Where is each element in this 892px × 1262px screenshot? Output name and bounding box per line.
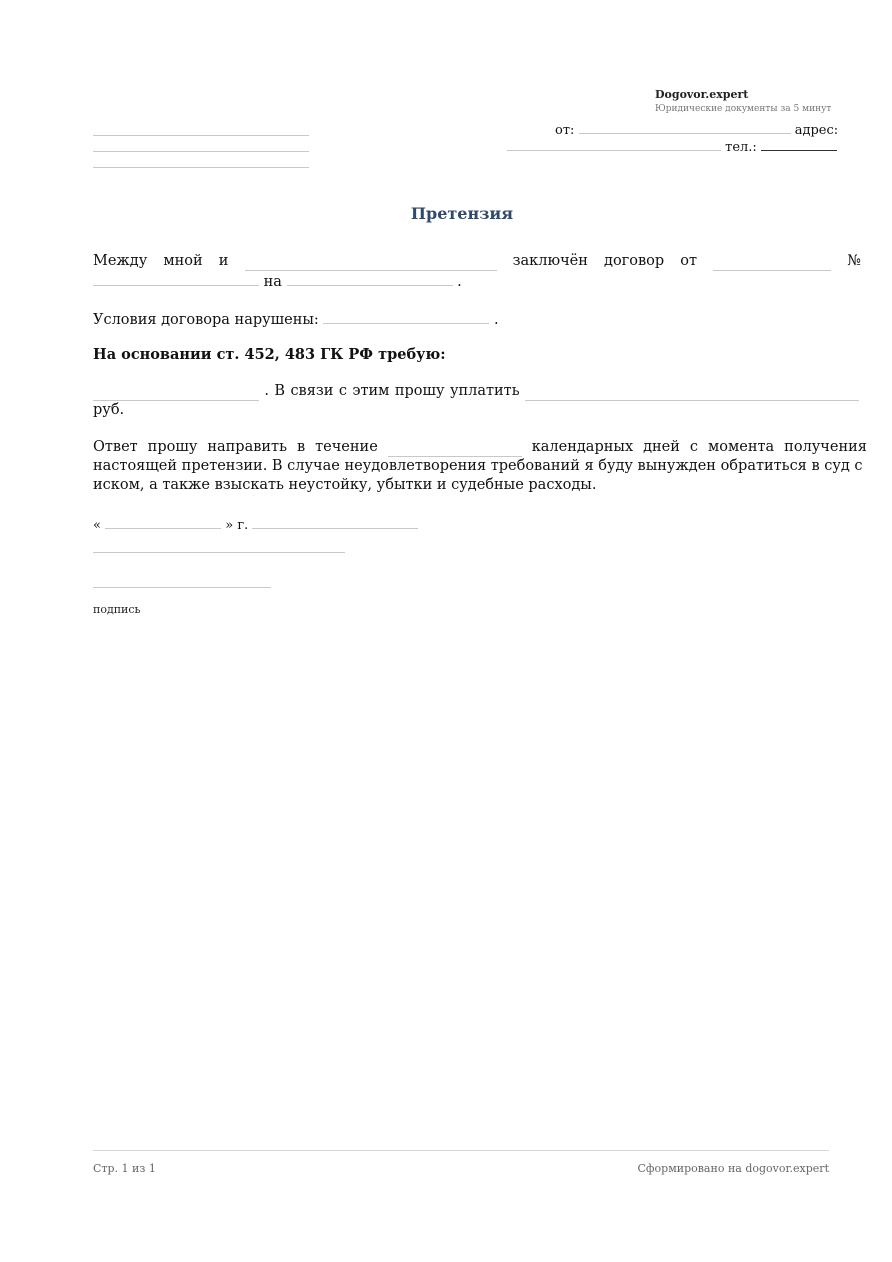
- recipient-blank-2[interactable]: [93, 151, 309, 152]
- demand-blank[interactable]: [93, 386, 259, 401]
- demand-heading: На основании ст. 452, 483 ГК РФ требую:: [93, 346, 446, 363]
- violations-paragraph: [93, 309, 499, 330]
- currency-unit: руб.: [93, 402, 125, 418]
- word: дней: [643, 439, 680, 455]
- payment-line-1: [93, 382, 859, 401]
- counterparty-blank[interactable]: [245, 256, 497, 271]
- word: календарных: [531, 439, 634, 455]
- word: Ответ: [93, 439, 138, 455]
- violations-label: Условия договора нарушены:: [93, 312, 319, 328]
- number-sign: №: [847, 253, 861, 269]
- word: мной: [163, 253, 203, 269]
- word: и: [218, 253, 229, 269]
- violations-blank[interactable]: [323, 309, 489, 324]
- contract-line-2: [93, 271, 861, 292]
- word: уплатить: [449, 383, 520, 399]
- word: заключён: [512, 253, 588, 269]
- word: прошу: [147, 439, 198, 455]
- payment-paragraph: [93, 382, 859, 420]
- word: В: [274, 383, 286, 399]
- days-blank[interactable]: [388, 442, 522, 457]
- from-label: от:: [555, 123, 575, 138]
- contract-paragraph: [93, 252, 861, 292]
- contract-line-1: [93, 252, 861, 271]
- word: от: [680, 253, 698, 269]
- amount-blank[interactable]: [525, 386, 859, 401]
- address-label: адрес:: [794, 123, 839, 138]
- close-quote: »: [225, 518, 234, 533]
- response-paragraph: [93, 438, 867, 495]
- recipient-blank-1[interactable]: [93, 135, 309, 136]
- generated-by: Сформировано на dogovor.expert: [637, 1162, 829, 1175]
- phone-label: тел.:: [725, 140, 757, 155]
- word: прошу: [394, 383, 445, 399]
- year-suffix: г.: [237, 518, 249, 533]
- signature-blank[interactable]: [93, 587, 271, 588]
- phone-blank[interactable]: [761, 136, 837, 151]
- word: в: [296, 439, 306, 455]
- day-month-blank[interactable]: [105, 514, 221, 529]
- period: .: [457, 274, 462, 290]
- brand-tagline: Юридические документы за 5 минут: [655, 104, 832, 114]
- word: направить: [207, 439, 287, 455]
- word: течение: [315, 439, 378, 455]
- contract-subject-blank[interactable]: [287, 271, 453, 286]
- brand-name: Dogovor.expert: [655, 88, 749, 101]
- city-blank[interactable]: [252, 514, 418, 529]
- contract-date-blank[interactable]: [713, 256, 831, 271]
- word: этим: [352, 383, 390, 399]
- word: на: [263, 274, 282, 290]
- from-blank[interactable]: [579, 119, 791, 134]
- word: момента: [708, 439, 775, 455]
- recipient-blank-3[interactable]: [93, 167, 309, 168]
- response-line-2: настоящей претензии. В случае неудовлетворения требований я буду вынужден обратиться в суд с: [93, 458, 863, 474]
- page-counter: Стр. 1 из 1: [93, 1162, 156, 1175]
- document-title: Претензия: [410, 204, 514, 223]
- signature-label: подпись: [93, 603, 141, 616]
- address-blank[interactable]: [507, 136, 721, 151]
- word: получения: [784, 439, 867, 455]
- word: с: [338, 383, 347, 399]
- word: с: [689, 439, 699, 455]
- response-line-1: [93, 438, 867, 457]
- footer-divider: [93, 1150, 829, 1151]
- word: Между: [93, 253, 148, 269]
- period: .: [494, 312, 499, 328]
- name-blank[interactable]: [93, 552, 345, 553]
- word: связи: [290, 383, 334, 399]
- phone-row: [507, 136, 837, 155]
- contract-number-blank[interactable]: [93, 271, 259, 286]
- date-row: [93, 514, 418, 533]
- open-quote: «: [93, 518, 101, 533]
- word: договор: [604, 253, 665, 269]
- response-line-3: иском, а также взыскать неустойку, убытки и судебные расходы.: [93, 477, 597, 493]
- word: .: [264, 383, 269, 399]
